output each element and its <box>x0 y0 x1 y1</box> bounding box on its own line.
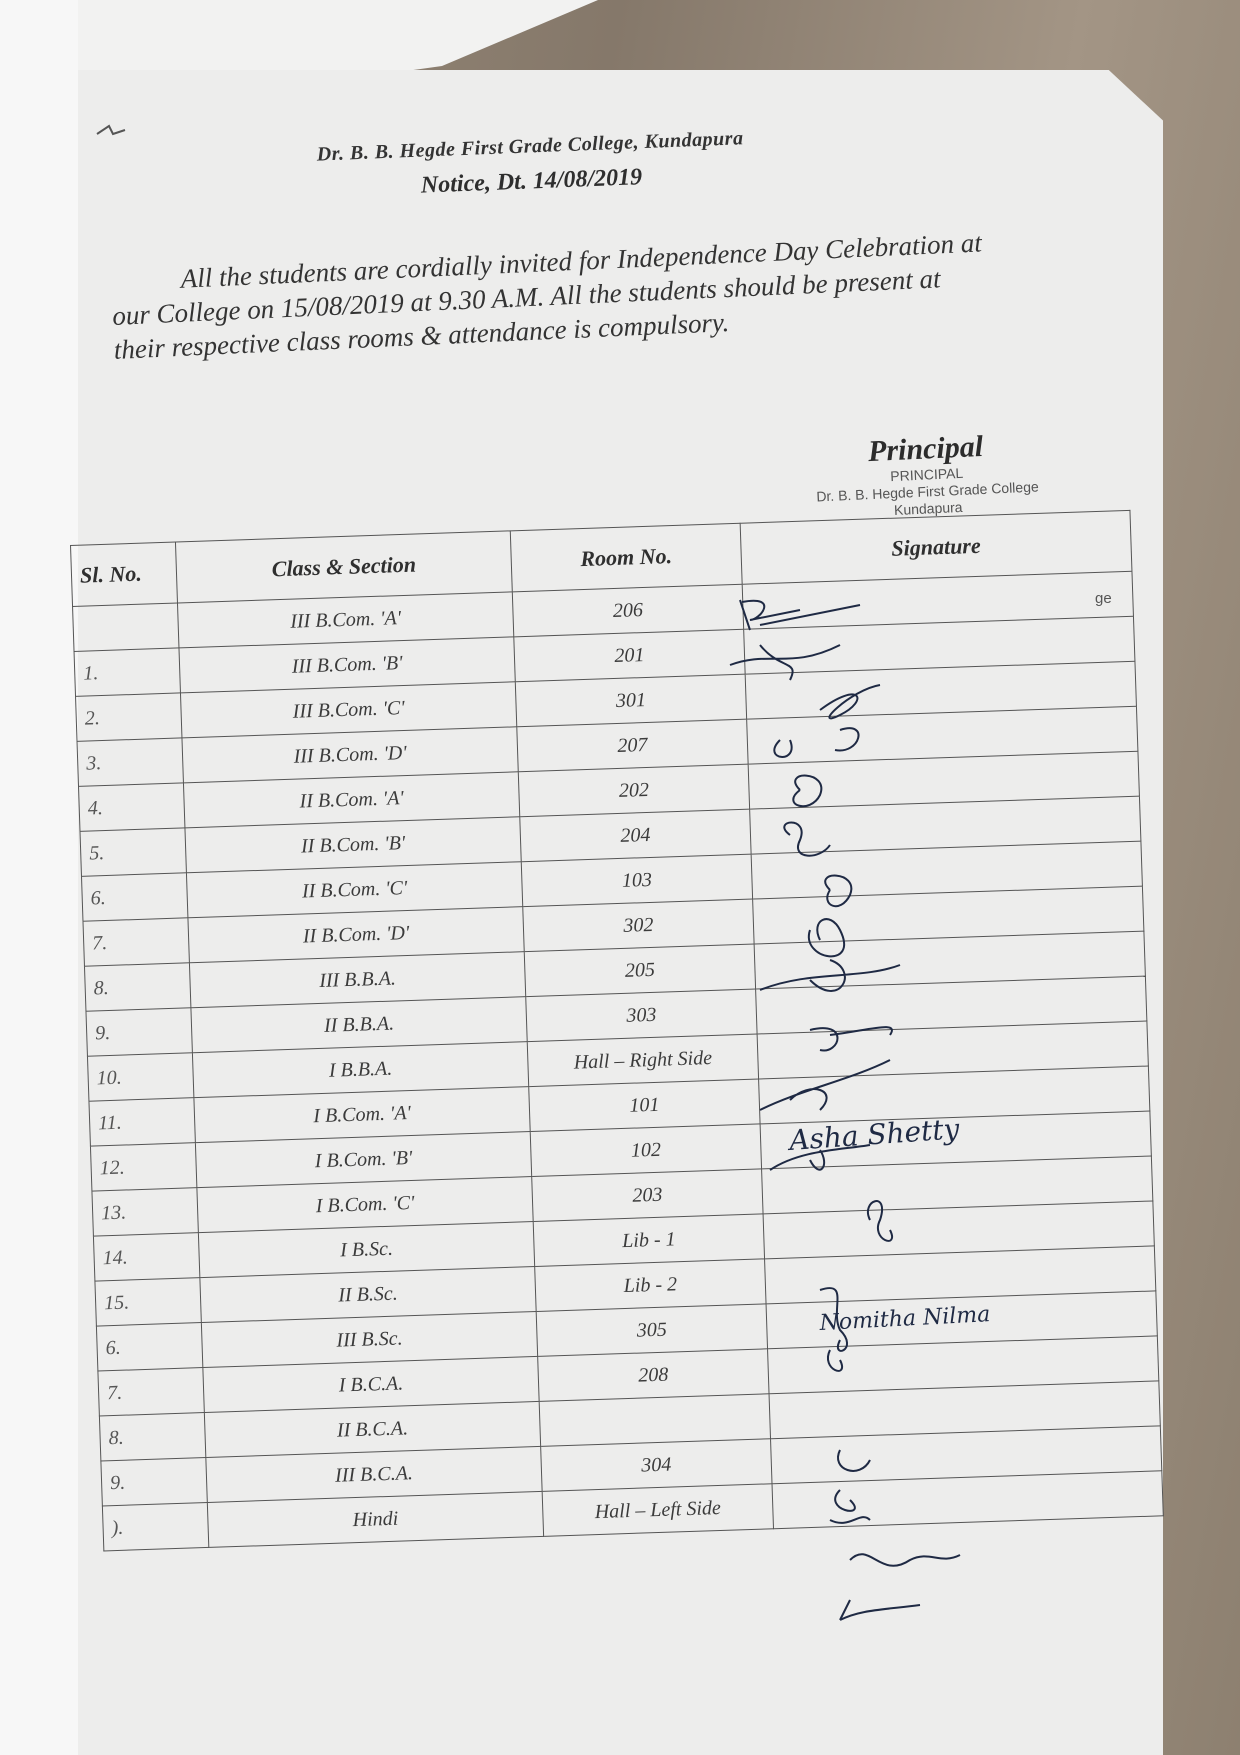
class-section-cell: II B.Com. 'B' <box>185 817 521 873</box>
class-section-cell: III B.B.A. <box>189 952 525 1008</box>
class-section-cell: III B.Com. 'B' <box>179 637 515 693</box>
room-no-cell: 207 <box>517 719 748 772</box>
class-section-cell: II B.Com. 'D' <box>188 907 524 963</box>
room-no-cell: 301 <box>515 674 746 727</box>
room-no-cell: 305 <box>536 1304 767 1357</box>
room-no-cell: 204 <box>520 809 751 862</box>
room-no-cell: 103 <box>521 854 752 907</box>
class-section-cell: II B.C.A. <box>204 1401 540 1457</box>
sl-no-cell: 9. <box>101 1457 207 1505</box>
principal-signature-block <box>760 425 1094 525</box>
class-section-cell: II B.Sc. <box>200 1266 536 1322</box>
class-section-cell: I B.Com. 'C' <box>197 1177 533 1233</box>
class-section-cell: III B.Com. 'A' <box>177 592 513 648</box>
class-section-cell: III B.Sc. <box>201 1311 537 1367</box>
class-section-cell: I B.Sc. <box>198 1222 534 1278</box>
sl-no-cell: 10. <box>87 1053 193 1101</box>
sl-no-cell: 4. <box>79 783 185 831</box>
sl-no-cell: 13. <box>92 1188 198 1236</box>
room-no-cell: 202 <box>518 764 749 817</box>
sl-no-cell <box>73 603 179 651</box>
room-no-cell: Hall – Left Side <box>542 1484 773 1537</box>
room-no-cell: 208 <box>538 1349 769 1402</box>
room-no-cell: Hall – Right Side <box>527 1034 758 1087</box>
sl-no-cell: 15. <box>95 1278 201 1326</box>
class-section-cell: III B.Com. 'C' <box>180 682 516 738</box>
room-no-cell: 206 <box>512 584 743 637</box>
room-no-cell: 205 <box>524 944 755 997</box>
class-section-cell: III B.Com. 'D' <box>182 727 518 783</box>
class-section-cell: I B.Com. 'A' <box>194 1087 530 1143</box>
sl-no-cell: 8. <box>99 1413 205 1461</box>
sl-no-cell: 3. <box>77 738 183 786</box>
class-section-cell: III B.C.A. <box>206 1446 542 1502</box>
signature-asha-shetty: Asha Shetty <box>788 1112 961 1157</box>
header-sl-no: Sl. No. <box>71 542 178 606</box>
sl-no-cell: 1. <box>74 648 180 696</box>
class-section-cell: Hindi <box>207 1491 543 1547</box>
college-name: Dr. B. B. Hegde First Grade College, Kundapura <box>316 127 744 166</box>
sl-no-cell: 9. <box>86 1008 192 1056</box>
sl-no-cell: 12. <box>90 1143 196 1191</box>
sl-no-cell: 5. <box>80 828 186 876</box>
sl-no-cell: 2. <box>76 693 182 741</box>
room-no-cell: 304 <box>541 1439 772 1492</box>
header-class-section: Class & Section <box>175 531 512 603</box>
sl-no-cell: 14. <box>93 1233 199 1281</box>
room-no-cell: 203 <box>532 1169 763 1222</box>
sl-no-cell: 11. <box>89 1098 195 1146</box>
class-section-cell: I B.Com. 'B' <box>195 1132 531 1188</box>
signature-scribbles <box>720 590 1050 1670</box>
sl-no-cell: 7. <box>98 1368 204 1416</box>
header-signature: Signature <box>740 510 1132 584</box>
sl-no-cell: ). <box>102 1502 208 1550</box>
class-section-cell: II B.Com. 'A' <box>183 772 519 828</box>
room-no-cell: 302 <box>523 899 754 952</box>
notice-paragraph: All the students are cordially invited for Independence Day Celebration at our College on 15/08/2019 at 9.30 A.M. All the students should be present at their respective class rooms & attendance is compulsory. <box>111 227 983 365</box>
stamp-line-3: Kundapura <box>893 498 963 518</box>
class-section-cell: I B.C.A. <box>203 1356 539 1412</box>
header-room-no: Room No. <box>510 523 742 592</box>
left-margin-strip <box>0 0 78 1755</box>
signature-nomitha-nilma: Nomitha Nilma <box>819 1302 991 1336</box>
class-section-cell: I B.B.A. <box>192 1042 528 1098</box>
room-no-cell: Lib - 2 <box>535 1259 766 1312</box>
notice-title: Notice, Dt. 14/08/2019 <box>420 164 643 199</box>
room-no-cell: 303 <box>526 989 757 1042</box>
principal-title: Principal <box>867 429 984 469</box>
room-no-cell: Lib - 1 <box>533 1214 764 1267</box>
sl-no-cell: 6. <box>96 1323 202 1371</box>
pen-mark-icon <box>95 120 135 140</box>
stamp-line-1: PRINCIPAL <box>889 464 964 485</box>
room-no-cell: 102 <box>530 1124 761 1177</box>
sl-no-cell: 8. <box>84 963 190 1011</box>
class-section-cell: II B.Com. 'C' <box>186 862 522 918</box>
stamp-line-2: Dr. B. B. Hegde First Grade College <box>815 478 1040 505</box>
class-section-cell: II B.B.A. <box>191 997 527 1053</box>
sl-no-cell: 6. <box>81 873 187 921</box>
sl-no-cell: 7. <box>83 918 189 966</box>
room-no-cell: 201 <box>514 629 745 682</box>
room-no-cell: 101 <box>529 1079 760 1132</box>
stray-text: ge <box>1095 590 1112 607</box>
